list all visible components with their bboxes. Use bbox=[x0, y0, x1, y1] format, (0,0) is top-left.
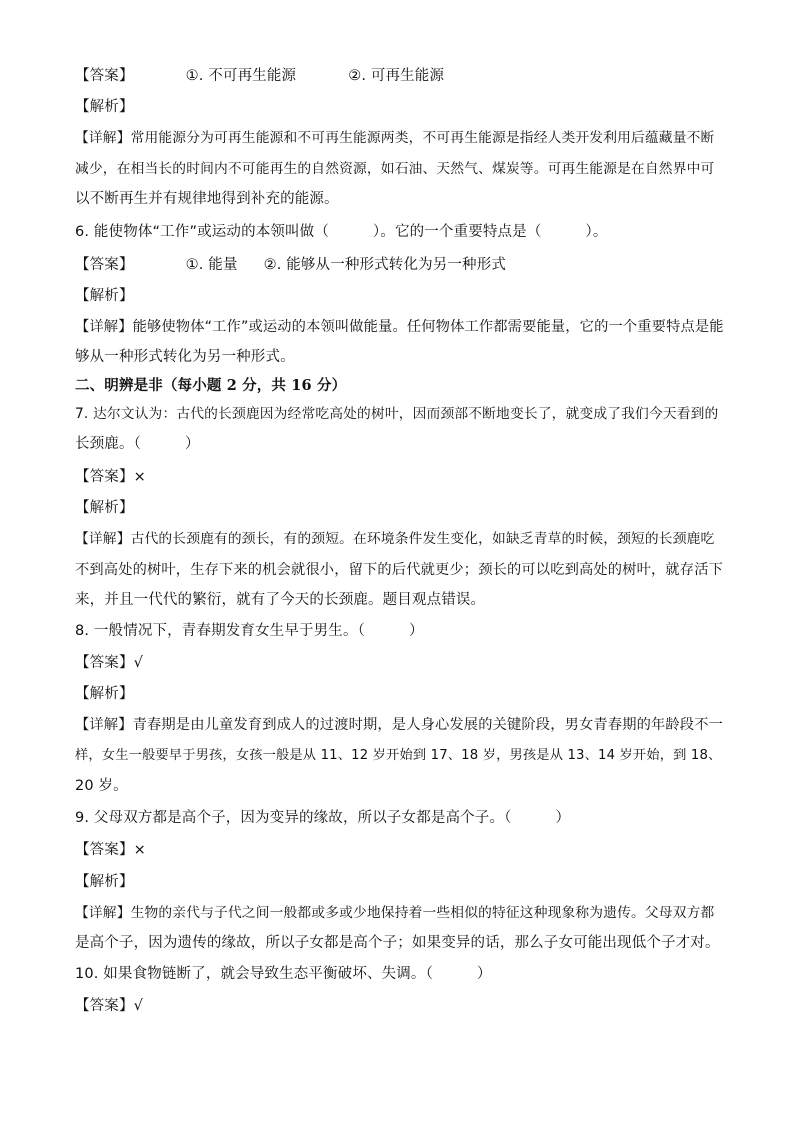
detail-line-8-1: 【详解】青春期是由儿童发育到成人的过渡时期，是人身心发展的关键阶段，男女青春期的年龄段不一 bbox=[75, 717, 724, 733]
answer-option-1: ①. 能量 bbox=[185, 257, 238, 273]
detail-line-7-1: 【详解】古代的长颈鹿有的颈长，有的颈短。在环境条件发生变化，如缺乏青草的时候，颈短的长颈鹿吃 bbox=[75, 531, 715, 547]
answer-label: 【答案】 bbox=[75, 469, 134, 485]
detail-line-6-1: 【详解】能够使物体“工作”或运动的本领叫做能量。任何物体工作都需要能量，它的一个重要特点是能 bbox=[75, 319, 724, 335]
detail-line-9-1: 【详解】生物的亲代与子代之间一般都或多或少地保持着一些相似的特征这种现象称为遗传。父母双方都 bbox=[75, 905, 715, 921]
analysis-label-6: 【解析】 bbox=[75, 288, 134, 304]
detail-label: 【详解】 bbox=[75, 531, 131, 547]
detail-line-5-2: 减少，在相当长的时间内不可能再生的自然资源，如石油、天然气、煤炭等。可再生能源是在自然界中可 bbox=[75, 161, 715, 177]
answer-line-6 bbox=[75, 255, 506, 275]
analysis-label-5: 【解析】 bbox=[75, 99, 134, 115]
question-9: 9. 父母双方都是高个子，因为变异的缘故，所以子女都是高个子。（ ） bbox=[75, 810, 571, 826]
answer-label: 【答案】 bbox=[75, 655, 134, 671]
answer-option-2: ②. 可再生能源 bbox=[348, 68, 445, 84]
answer-line-8 bbox=[75, 653, 143, 673]
answer-line-9 bbox=[75, 840, 146, 860]
detail-line-9-2: 是高个子，因为遗传的缘故，所以子女都是高个子；如果变异的话，那么子女可能出现低个子才对。 bbox=[75, 935, 720, 951]
answer-label: 【答案】 bbox=[75, 68, 134, 84]
answer-label: 【答案】 bbox=[75, 257, 134, 273]
detail-label: 【详解】 bbox=[75, 130, 131, 146]
analysis-label-9: 【解析】 bbox=[75, 874, 134, 890]
answer-label: 【答案】 bbox=[75, 998, 134, 1014]
answer-value: √ bbox=[133, 655, 143, 671]
detail-line-5-1: 【详解】常用能源分为可再生能源和不可再生能源两类，不可再生能源是指经人类开发利用后蕴藏量不断 bbox=[75, 130, 715, 146]
analysis-label-8: 【解析】 bbox=[75, 686, 134, 702]
answer-line-7 bbox=[75, 467, 146, 487]
answer-label: 【答案】 bbox=[75, 842, 134, 858]
answer-line-5 bbox=[75, 66, 444, 86]
answer-option-1: ①. 不可再生能源 bbox=[185, 68, 297, 84]
detail-line-8-2: 样，女生一般要早于男孩，女孩一般是从 11、12 岁开始到 17、18 岁，男孩是从 13、14 岁开始，到 18、 bbox=[75, 748, 722, 763]
section-heading: 二、明辨是非（每小题 2 分，共 16 分） bbox=[75, 377, 347, 394]
detail-line-8-3: 20 岁。 bbox=[75, 778, 128, 794]
detail-line-7-3: 来，并且一代代的繁衍，就有了今天的长颈鹿。题目观点错误。 bbox=[75, 592, 486, 608]
detail-line-7-2: 不到高处的树叶，生存下来的机会就很小，留下的后代就更少；颈长的可以吃到高处的树叶，就存活下 bbox=[75, 562, 724, 578]
detail-line-5-3: 以不断再生并有规律地得到补充的能源。 bbox=[75, 191, 339, 207]
detail-label: 【详解】 bbox=[75, 319, 133, 335]
analysis-label-7: 【解析】 bbox=[75, 500, 134, 516]
question-6: 6. 能使物体“工作”或运动的本领叫做（ ）。它的一个重要特点是（ ）。 bbox=[75, 224, 608, 240]
answer-value: × bbox=[133, 842, 146, 858]
answer-line-10 bbox=[75, 996, 143, 1016]
question-8: 8. 一般情况下，青春期发育女生早于男生。（ ） bbox=[75, 623, 424, 639]
detail-line-6-2: 够从一种形式转化为另一种形式。 bbox=[75, 349, 295, 365]
answer-value: × bbox=[133, 469, 146, 485]
answer-option-2: ②. 能够从一种形式转化为另一种形式 bbox=[263, 257, 506, 273]
answer-value: √ bbox=[133, 998, 143, 1014]
detail-label: 【详解】 bbox=[75, 905, 131, 921]
question-7-line-2: 长颈鹿。（ ） bbox=[75, 436, 200, 452]
question-7-line-1: 7. 达尔文认为：古代的长颈鹿因为经常吃高处的树叶，因而颈部不断地变长了，就变成了我们今天看到的 bbox=[75, 406, 719, 422]
detail-label: 【详解】 bbox=[75, 717, 133, 733]
question-10: 10. 如果食物链断了，就会导致生态平衡破坏、失调。（ ） bbox=[75, 966, 492, 982]
